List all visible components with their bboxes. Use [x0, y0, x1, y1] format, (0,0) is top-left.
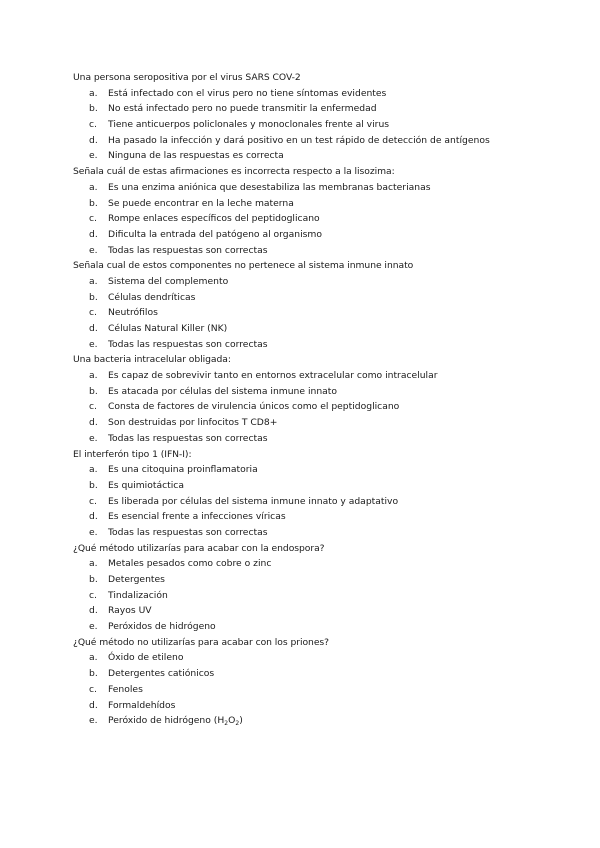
- option-row: [73, 180, 573, 196]
- option-text: Es una enzima aniónica que desestabiliza las membranas bacterianas: [108, 181, 431, 193]
- option-row: [73, 337, 573, 353]
- option-letter: c.: [89, 119, 97, 131]
- option-row: [73, 431, 573, 447]
- option-text: Células Natural Killer (NK): [108, 323, 228, 334]
- question-4: Una bacteria intracelular obligada:: [73, 354, 231, 366]
- option-row: [73, 478, 573, 494]
- option-letter: e.: [89, 244, 98, 256]
- option-row: [73, 603, 573, 619]
- option-text: Células dendríticas: [108, 291, 196, 303]
- option-text-part: ): [239, 715, 243, 727]
- question-7: ¿Qué método no utilizarías para acabar con los priones?: [73, 636, 329, 648]
- option-text-part: Peróxido de hidrógeno (H: [108, 715, 225, 727]
- option-text: Es esencial frente a infecciones víricas: [108, 511, 286, 523]
- option-text: Es atacada por células del sistema inmune innato: [108, 385, 337, 397]
- option-text: Neutrófilos: [108, 307, 158, 319]
- option-text: Todas las respuestas son correctas: [108, 526, 268, 538]
- option-text: Es liberada por células del sistema inmune innato y adaptativo: [108, 495, 399, 507]
- option-letter: a.: [89, 370, 98, 382]
- option-letter: b.: [89, 668, 98, 680]
- question-list: [73, 70, 573, 729]
- option-row: [73, 494, 573, 510]
- option-row: [73, 211, 573, 227]
- option-row: [73, 619, 573, 635]
- option-text: Es una citoquina proinflamatoria: [108, 464, 258, 476]
- option-letter: d.: [89, 134, 98, 146]
- subscript: 2: [235, 720, 240, 728]
- option-text: Detergentes: [108, 574, 165, 585]
- option-row: [73, 509, 573, 525]
- question-5: El interferón tipo 1 (IFN-I):: [73, 448, 192, 460]
- question-2: Señala cuál de estas afirmaciones es incorrecta respecto a la lisozima:: [73, 166, 395, 178]
- option-letter: d.: [89, 699, 98, 711]
- option-letter: b.: [89, 479, 98, 491]
- option-text: Sistema del complemento: [108, 275, 229, 287]
- option-letter: a.: [89, 464, 98, 476]
- option-letter: b.: [89, 385, 98, 397]
- option-row: [73, 525, 573, 541]
- option-letter: d.: [89, 605, 98, 617]
- option-text: [108, 713, 243, 729]
- option-row: [73, 698, 573, 714]
- option-text: Ninguna de las respuestas es correcta: [108, 150, 284, 162]
- option-row: [73, 117, 573, 133]
- option-row: [73, 86, 573, 102]
- option-letter: b.: [89, 574, 98, 585]
- option-row: [73, 556, 573, 572]
- option-row: [73, 290, 573, 306]
- option-text: Ha pasado la infección y dará positivo en un test rápido de detección de antígenos: [108, 134, 490, 146]
- option-text: Consta de factores de virulencia únicos como el peptidoglicano: [108, 401, 400, 413]
- subscript: 2: [224, 720, 229, 728]
- option-row: [73, 368, 573, 384]
- option-row: [73, 666, 573, 682]
- option-text: Formaldehídos: [108, 699, 176, 711]
- option-letter: d.: [89, 417, 98, 429]
- option-text: Fenoles: [108, 683, 143, 695]
- option-text: Rayos UV: [108, 605, 152, 617]
- option-text: Está infectado con el virus pero no tiene síntomas evidentes: [108, 87, 387, 99]
- option-text: No está infectado pero no puede transmitir la enfermedad: [108, 103, 377, 115]
- option-row: [73, 713, 573, 729]
- option-letter: e.: [89, 715, 98, 727]
- option-text: Todas las respuestas son correctas: [108, 244, 268, 256]
- option-letter: c.: [89, 307, 97, 319]
- option-row: [73, 274, 573, 290]
- option-text: Rompe enlaces específicos del peptidoglicano: [108, 213, 320, 225]
- option-letter: d.: [89, 323, 98, 334]
- option-letter: a.: [89, 652, 98, 664]
- option-letter: e.: [89, 338, 98, 350]
- option-letter: c.: [89, 213, 97, 225]
- option-row: [73, 321, 573, 337]
- option-row: [73, 196, 573, 212]
- option-letter: e.: [89, 432, 98, 444]
- option-row: [73, 415, 573, 431]
- option-text: Tiene anticuerpos policlonales y monoclonales frente al virus: [108, 119, 390, 131]
- option-letter: e.: [89, 621, 98, 633]
- option-row: [73, 572, 573, 588]
- option-text: Metales pesados como cobre o zinc: [108, 558, 272, 570]
- option-text: Óxido de etileno: [108, 652, 184, 664]
- option-row: [73, 384, 573, 400]
- option-letter: b.: [89, 291, 98, 303]
- question-1: Una persona seropositiva por el virus SARS COV-2: [73, 72, 301, 83]
- option-letter: b.: [89, 103, 98, 115]
- option-letter: e.: [89, 150, 98, 162]
- option-letter: c.: [89, 683, 97, 695]
- option-letter: a.: [89, 87, 98, 99]
- option-letter: a.: [89, 275, 98, 287]
- option-letter: a.: [89, 558, 98, 570]
- option-row: [73, 650, 573, 666]
- option-letter: c.: [89, 589, 97, 601]
- option-text: Es quimiotáctica: [108, 479, 184, 491]
- option-letter: c.: [89, 401, 97, 413]
- option-text: Son destruidas por linfocitos T CD8+: [108, 417, 278, 429]
- option-letter: a.: [89, 181, 98, 193]
- question-3: Señala cual de estos componentes no pertenece al sistema inmune innato: [73, 260, 414, 272]
- option-row: [73, 243, 573, 259]
- option-text-part: O: [228, 715, 236, 727]
- option-text: Es capaz de sobrevivir tanto en entornos extracelular como intracelular: [108, 370, 438, 382]
- option-row: [73, 462, 573, 478]
- option-text: Detergentes catiónicos: [108, 668, 215, 680]
- option-letter: d.: [89, 228, 98, 240]
- option-text: Peróxidos de hidrógeno: [108, 621, 216, 633]
- option-text: Se puede encontrar en la leche materna: [108, 197, 294, 209]
- option-row: [73, 305, 573, 321]
- option-text: Tindalización: [108, 589, 168, 601]
- option-letter: e.: [89, 526, 98, 538]
- option-row: [73, 148, 573, 164]
- option-row: [73, 133, 573, 149]
- option-row: [73, 101, 573, 117]
- option-text: Todas las respuestas son correctas: [108, 338, 268, 350]
- question-6: ¿Qué método utilizarías para acabar con la endospora?: [73, 542, 325, 554]
- option-row: [73, 588, 573, 604]
- option-text: Todas las respuestas son correctas: [108, 432, 268, 444]
- option-letter: c.: [89, 495, 97, 507]
- option-row: [73, 227, 573, 243]
- option-letter: b.: [89, 197, 98, 209]
- option-text: Dificulta la entrada del patógeno al organismo: [108, 228, 322, 240]
- option-letter: d.: [89, 511, 98, 523]
- option-row: [73, 399, 573, 415]
- option-row: [73, 682, 573, 698]
